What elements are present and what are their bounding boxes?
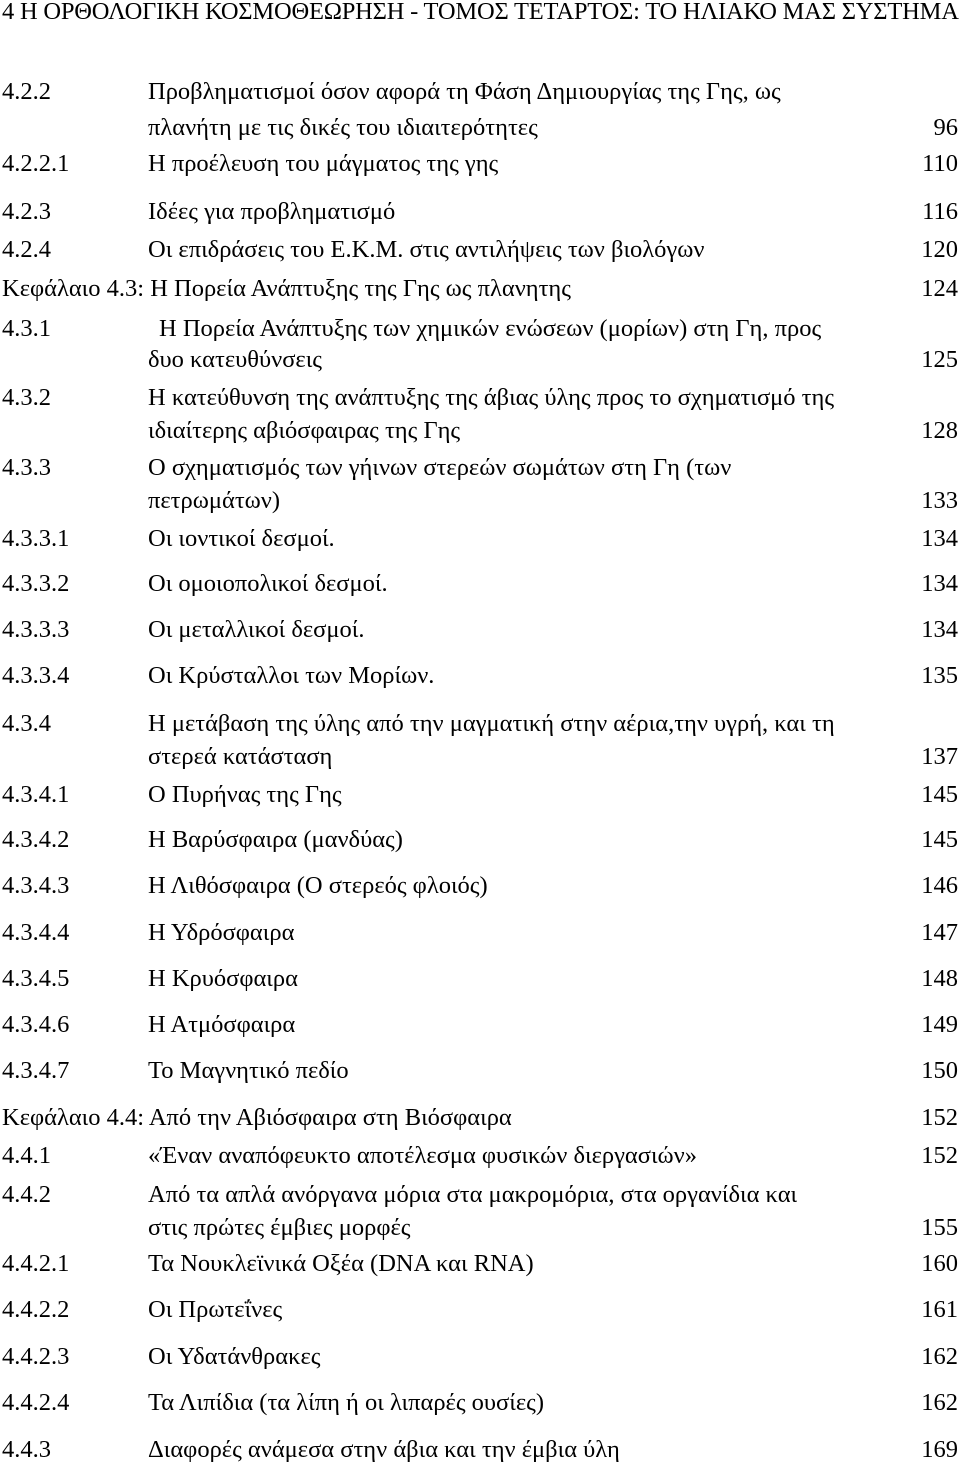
toc-title: «Έναν αναπόφευκτο αποτέλεσμα φυσικών διεργασιών» [148,1142,698,1169]
toc-chapter-entry [2,274,958,304]
toc-number: 4.4.2.3 [2,1343,70,1370]
toc-page: 134 [921,525,958,552]
toc-number: 4.3.4.3 [2,872,70,899]
toc-entry [2,871,958,901]
toc-title: Η κατεύθυνση της ανάπτυξης της άβιας ύλης προς το σχηματισμό της [148,384,835,411]
toc-title: Οι Πρωτεΐνες [148,1296,283,1323]
toc-title: Η Ατμόσφαιρα [148,1011,296,1038]
toc-title: Η Λιθόσφαιρα (Ο στερεός φλοιός) [148,872,488,899]
toc-number: 4.3.4.2 [2,826,70,853]
toc-page: 152 [921,1142,958,1169]
toc-page: 155 [921,1214,958,1241]
toc-title: Οι μεταλλικοί δεσμοί. [148,616,365,643]
toc-title: Η Κρυόσφαιρα [148,965,298,992]
toc-number: 4.3.3.2 [2,570,70,597]
toc-entry [2,825,958,855]
toc-page: 147 [921,919,958,946]
toc-title: Η προέλευση του μάγματος της γης [148,150,499,177]
toc-entry [2,1010,958,1040]
toc-entry [2,964,958,994]
toc-number: 4.3.4 [2,710,51,737]
running-header: 4 Η ΟΡΘΟΛΟΓΙΚΗ ΚΟΣΜΟΘΕΩΡΗΣΗ - ΤΟΜΟΣ ΤΕΤΑΡΤΟΣ: ΤΟ ΗΛΙΑΚΟ ΜΑΣ ΣΥΣΤΗΜΑ [2,0,959,25]
toc-page: 128 [921,417,958,444]
toc-entry [2,1342,958,1372]
toc-page: 135 [921,662,958,689]
toc-title: στις πρώτες έμβιες μορφές [148,1214,411,1241]
toc-title: Προβληματισμοί όσον αφορά τη Φάση Δημιουργίας της Γης, ως [148,78,781,105]
toc-entry [2,918,958,948]
toc-title: Τα Νουκλεϊνικά Οξέα (DNA και RNA) [148,1250,534,1277]
toc-entry [2,235,958,265]
toc-number: 4.4.2.1 [2,1250,70,1277]
toc-entry [2,345,958,375]
toc-title: Διαφορές ανάμεσα στην άβια και την έμβια ύλη [148,1436,620,1463]
toc-entry [2,780,958,810]
toc-number: 4.4.2.2 [2,1296,70,1323]
toc-title: Οι επιδράσεις του Ε.Κ.Μ. στις αντιλήψεις των βιολόγων [148,236,705,263]
toc-number: 4.3.3.1 [2,525,70,552]
toc-page: 96 [933,114,958,141]
toc-number: 4.4.2 [2,1181,51,1208]
toc-page: 137 [921,743,958,770]
toc-number: 4.3.3.3 [2,616,70,643]
toc-entry [2,453,958,483]
toc-entry [2,1180,958,1210]
toc-number: 4.2.4 [2,236,51,263]
toc-entry [2,1295,958,1325]
toc-entry [2,149,958,179]
toc-title: Ο σχηματισμός των γήινων στερεών σωμάτων στη Γη (των [148,454,732,481]
toc-title: Οι ιοντικοί δεσμοί. [148,525,335,552]
toc-number: 4.3.2 [2,384,51,411]
toc-title: Το Μαγνητικό πεδίο [148,1057,349,1084]
toc-entry [2,569,958,599]
toc-page: 162 [921,1389,958,1416]
toc-title: Η Υδρόσφαιρα [148,919,295,946]
toc-page: 133 [921,487,958,514]
toc-entry [2,77,958,107]
toc-entry [2,524,958,554]
toc-number: 4.2.2.1 [2,150,70,177]
toc-number: 4.3.3.4 [2,662,70,689]
toc-title: Η Βαρύσφαιρα (μανδύας) [148,826,403,853]
toc-number: 4.3.4.7 [2,1057,70,1084]
toc-entry [2,486,958,516]
toc-page: 152 [921,1104,958,1131]
toc-title: ιδιαίτερης αβιόσφαιρας της Γης [148,417,461,444]
toc-entry [2,1435,958,1465]
toc-entry [2,113,958,143]
toc-chapter-entry [2,1103,958,1133]
toc-title: Οι ομοιοπολικοί δεσμοί. [148,570,388,597]
toc-title: Ιδέες για προβληματισμό [148,198,396,225]
toc-entry [2,1388,958,1418]
toc-page: 148 [921,965,958,992]
toc-chapter-title: Κεφάλαιο 4.3: Η Πορεία Ανάπτυξης της Γης ως πλανητης [2,275,571,302]
toc-title: στερεά κατάσταση [148,743,333,770]
toc-page: 134 [921,616,958,643]
toc-page: 146 [921,872,958,899]
toc-page: 145 [921,781,958,808]
toc-title: Η Πορεία Ανάπτυξης των χημικών ενώσεων (μορίων) στη Γη, προς [159,315,822,342]
toc-entry [2,661,958,691]
toc-number: 4.4.2.4 [2,1389,70,1416]
toc-number: 4.3.4.5 [2,965,70,992]
toc-number: 4.4.1 [2,1142,51,1169]
toc-entry [2,709,958,739]
toc-entry [2,1213,958,1243]
toc-entry [2,615,958,645]
toc-title: Από τα απλά ανόργανα μόρια στα μακρομόρια, στα οργανίδια και [148,1181,798,1208]
toc-page: 145 [921,826,958,853]
toc-page: 116 [922,198,958,225]
toc-page: 124 [921,275,958,302]
toc-chapter-title: Κεφάλαιο 4.4: Από την Αβιόσφαιρα στη Βιόσφαιρα [2,1104,512,1131]
toc-entry [2,197,958,227]
toc-page: 160 [921,1250,958,1277]
toc-entry [2,416,958,446]
toc-title: Τα Λιπίδια (τα λίπη ή οι λιπαρές ουσίες) [148,1389,544,1416]
toc-title: Οι Κρύσταλλοι των Μορίων. [148,662,435,689]
toc-number: 4.2.2 [2,78,51,105]
toc-page: 150 [921,1057,958,1084]
toc-title: πλανήτη με τις δικές του ιδιαιτερότητες [148,114,538,141]
toc-entry [2,742,958,772]
toc-page: 110 [922,150,958,177]
toc-number: 4.3.4.4 [2,919,70,946]
toc-page: 134 [921,570,958,597]
toc-title: Ο Πυρήνας της Γης [148,781,342,808]
toc-number: 4.3.1 [2,315,51,342]
toc-number: 4.4.3 [2,1436,51,1463]
toc-page: 120 [921,236,958,263]
toc-entry [2,383,958,413]
toc-page: 125 [921,346,958,373]
toc-number: 4.3.3 [2,454,51,481]
toc-entry [2,1056,958,1086]
toc-entry [2,1141,958,1171]
toc-number: 4.2.3 [2,198,51,225]
toc-number: 4.3.4.6 [2,1011,70,1038]
toc-title: Η μετάβαση της ύλης από την μαγματική στην αέρια,την υγρή, και τη [148,710,835,737]
toc-number: 4.3.4.1 [2,781,70,808]
toc-title: Οι Υδατάνθρακες [148,1343,321,1370]
toc-entry [2,314,958,344]
toc-title: δυο κατευθύνσεις [148,346,323,373]
toc-page: 162 [921,1343,958,1370]
toc-page: 161 [921,1296,958,1323]
toc-entry [2,1249,958,1279]
toc-page: 149 [921,1011,958,1038]
toc-title: πετρωμάτων) [148,487,281,514]
toc-page: 169 [921,1436,958,1463]
